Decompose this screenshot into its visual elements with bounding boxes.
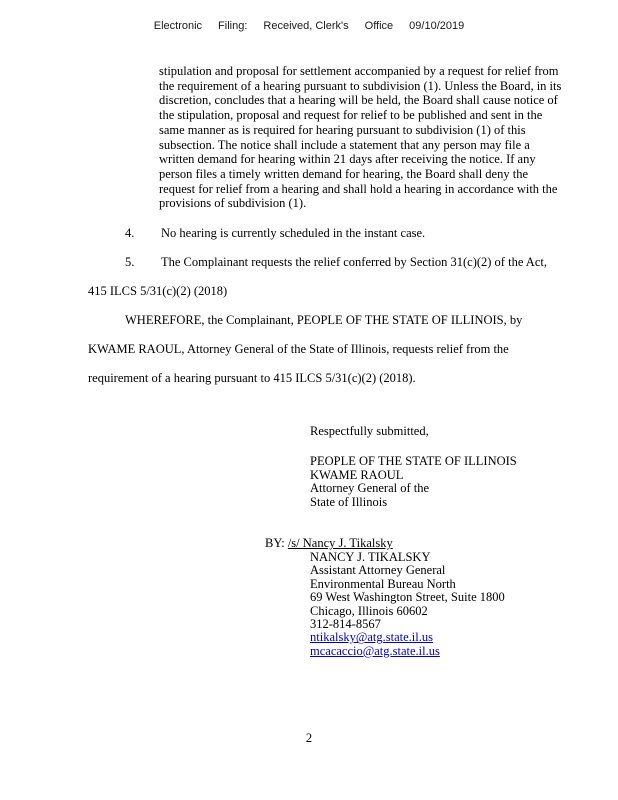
email-link-mcacaccio[interactable]: mcacaccio@atg.state.il.us bbox=[310, 643, 440, 658]
paragraph-5-text: The Complainant requests the relief conferred by Section 31(c)(2) of the Act, 415 ILCS 5/31(c)(2) (2018) bbox=[88, 255, 547, 299]
statute-quote: stipulation and proposal for settlement accompanied by a request for relief from the requirement of a hearing pursuant to subdivision (1). Unless the Board, in its discretion, concludes that a hearing will be held, the Board shall cause notice of the stipulation, proposal and request for relief to be published and sent in the same manner as is required for hearing pursuant to subdivision (1) of this subsection. The notice shall include a statement that any person may file a written demand for hearing within 21 days after receiving the notice. If any person files a timely written demand for hearing, the Board shall deny the request for relief from a hearing and shall hold a hearing in accordance with the provisions of subdivision (1). bbox=[159, 64, 562, 211]
attorney-line: 69 West Washington Street, Suite 1800 bbox=[310, 590, 505, 605]
paragraph-5 bbox=[88, 248, 565, 306]
header-part-office: Office bbox=[364, 20, 394, 32]
document-body bbox=[88, 64, 565, 658]
paragraph-4 bbox=[88, 219, 565, 248]
header-part-received: Received, Clerk's bbox=[263, 20, 349, 32]
attorney-line: Chicago, Illinois 60602 bbox=[310, 603, 428, 618]
header-part-filing: Filing: bbox=[218, 20, 248, 32]
attorney-info-block bbox=[310, 551, 565, 658]
page-number: 2 bbox=[305, 731, 313, 745]
paragraph-5-number: 5. bbox=[125, 255, 135, 270]
closing-line: Respectfully submitted, bbox=[310, 424, 429, 439]
attorney-line: Environmental Bureau North bbox=[310, 576, 456, 591]
header-part-date: 09/10/2019 bbox=[409, 20, 465, 32]
paragraph-4-number: 4. bbox=[125, 226, 135, 241]
attorney-line: NANCY J. TIKALSKY bbox=[310, 550, 431, 565]
org-line: PEOPLE OF THE STATE OF ILLINOIS bbox=[310, 454, 517, 469]
signature-org-block bbox=[310, 455, 565, 509]
filing-header bbox=[0, 20, 618, 32]
paragraph-4-text: No hearing is currently scheduled in the instant case. bbox=[161, 226, 426, 241]
by-signature-line bbox=[265, 536, 565, 550]
org-line: State of Illinois bbox=[310, 494, 388, 509]
electronic-signature: /s/ Nancy J. Tikalsky bbox=[287, 536, 393, 551]
header-part-electronic: Electronic bbox=[153, 20, 203, 32]
wherefore-paragraph: WHEREFORE, the Complainant, PEOPLE OF THE STATE OF ILLINOIS, by KWAME RAOUL, Attorney General of the State of Illinois, requests relief from the requirement of a hearing pursuant to 415 ILCS 5/31(c)(2) (2018). bbox=[88, 313, 523, 386]
org-line: KWAME RAOUL bbox=[310, 467, 404, 482]
attorney-line: 312-814-8567 bbox=[310, 617, 381, 632]
attorney-line: Assistant Attorney General bbox=[310, 563, 446, 578]
email-link-ntikalsky[interactable]: ntikalsky@atg.state.il.us bbox=[310, 630, 433, 645]
by-label: BY: bbox=[265, 536, 285, 551]
org-line: Attorney General of the bbox=[310, 481, 430, 496]
